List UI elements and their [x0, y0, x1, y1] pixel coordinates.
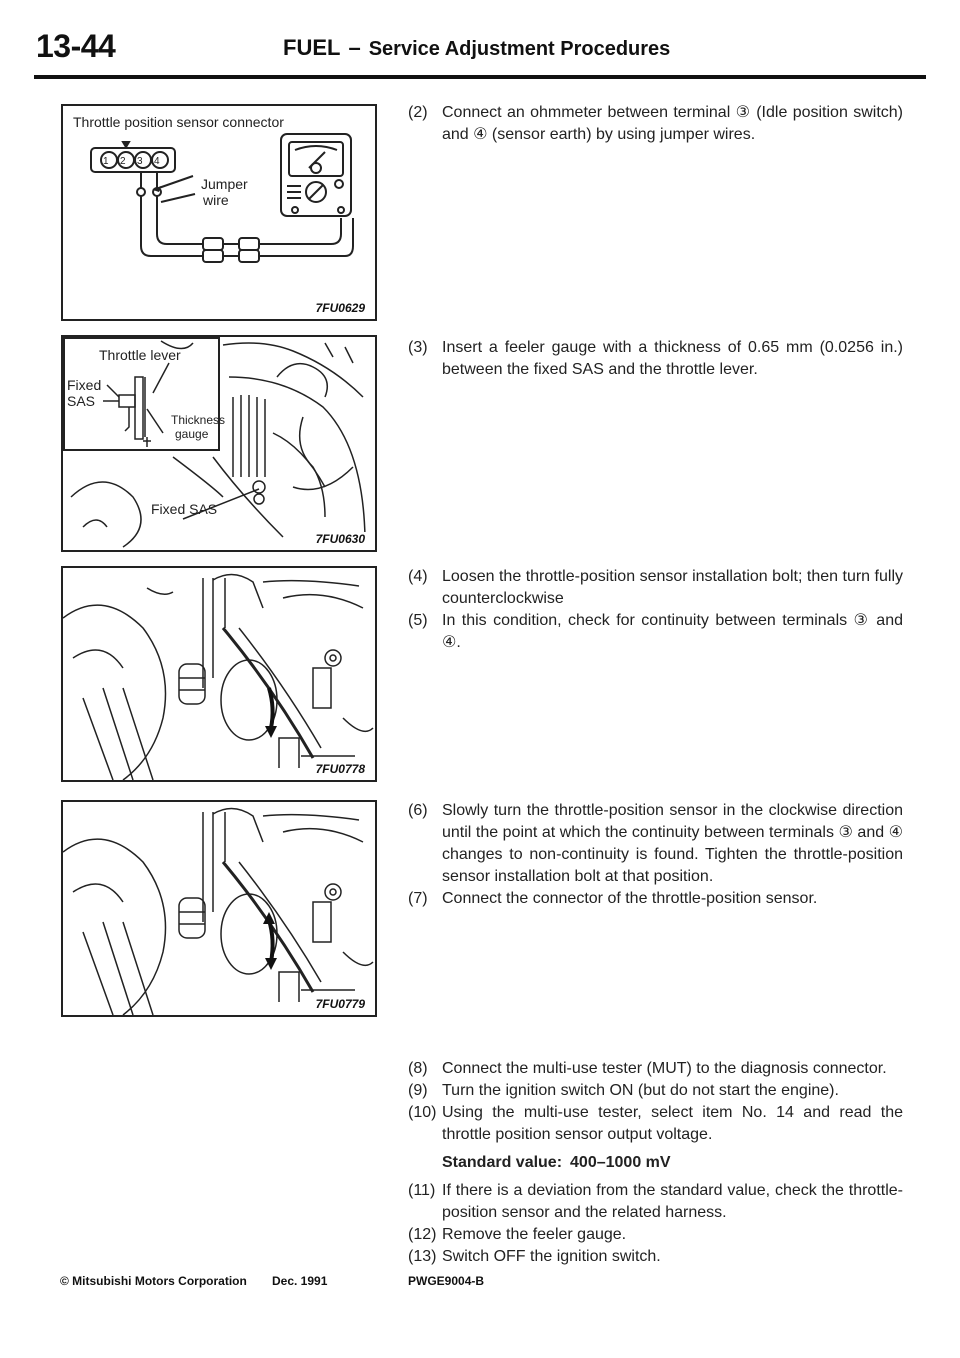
figure-code: 7FU0778	[315, 762, 365, 776]
ohmmeter-wiring-illustration	[63, 106, 375, 319]
figure-label-jumper: Jumper	[201, 176, 248, 192]
standard-value-label: Standard value:	[442, 1154, 563, 1171]
procedure-step	[408, 1058, 903, 1080]
figure-code: 7FU0779	[315, 997, 365, 1011]
procedure-step	[408, 1180, 903, 1224]
step-number: (4)	[408, 568, 428, 585]
procedure-step	[408, 1224, 903, 1246]
step-number: (3)	[408, 339, 428, 356]
figure-label-connector: Throttle position sensor connector	[73, 114, 284, 130]
step-text: Loosen the throttle-position sensor installation bolt; then turn fully counterclockwise	[442, 568, 903, 607]
svg-text:3: 3	[137, 156, 143, 167]
step-number: (10)	[408, 1104, 437, 1121]
figure-sensor-counterclockwise	[61, 566, 377, 782]
step-number: (6)	[408, 802, 428, 819]
step-number: (5)	[408, 612, 428, 629]
procedure-block-3	[408, 566, 903, 654]
figure-label-fixed: Fixed	[67, 377, 102, 393]
step-text: In this condition, check for continuity between terminals ③ and ④.	[442, 612, 903, 651]
step-number: (8)	[408, 1060, 428, 1077]
figure-label-fixed-sas: Fixed SAS	[151, 501, 218, 517]
title-separator: –	[348, 35, 361, 60]
sensor-cw-illustration	[63, 802, 375, 1015]
step-text: Using the multi-use tester, select item No. 14 and read the throttle position sensor output voltage.	[442, 1104, 903, 1143]
figure-sensor-clockwise	[61, 800, 377, 1017]
footer-doc-code: PWGE9004-B	[408, 1274, 485, 1288]
step-number: (11)	[408, 1182, 436, 1199]
step-text: Insert a feeler gauge with a thickness of 0.65 mm (0.0256 in.) between the fixed SAS and the throttle lever.	[442, 339, 903, 378]
step-text: Connect the multi-use tester (MUT) to the diagnosis connector.	[442, 1060, 887, 1077]
standard-value	[442, 1152, 903, 1174]
step-text: If there is a deviation from the standard value, check the throttle-position sensor and the related harness.	[442, 1182, 903, 1221]
procedure-step	[408, 337, 903, 381]
figure-label-gauge: gauge	[175, 427, 209, 441]
procedure-step	[408, 888, 903, 910]
sensor-ccw-illustration	[63, 568, 375, 780]
page-number: 13-44	[36, 28, 116, 64]
step-number: (13)	[408, 1248, 437, 1265]
figure-feeler-gauge	[61, 335, 377, 552]
figure-code: 7FU0629	[315, 301, 365, 315]
step-number: (7)	[408, 890, 428, 907]
procedure-step	[408, 610, 903, 654]
procedure-step	[408, 1102, 903, 1146]
step-number: (2)	[408, 104, 428, 121]
procedure-step	[408, 1246, 903, 1268]
step-text: Switch OFF the ignition switch.	[442, 1248, 661, 1265]
figure-label-throttle-lever: Throttle lever	[99, 347, 181, 363]
procedure-step	[408, 102, 903, 146]
step-text: Connect the connector of the throttle-position sensor.	[442, 890, 818, 907]
figure-ohmmeter-wiring	[61, 104, 377, 321]
figure-label-sas: SAS	[67, 393, 96, 409]
figure-code: 7FU0630	[315, 532, 365, 546]
svg-text:1: 1	[103, 156, 109, 167]
step-text: Slowly turn the throttle-position sensor in the clockwise direction until the point at which the continuity between terminals ③ and ④ changes to non-continuity is found. Tighten the throttle-position sensor installation bolt at that position.	[442, 802, 903, 885]
procedure-step	[408, 566, 903, 610]
procedure-step	[408, 1080, 903, 1102]
figure-label-thickness: Thickness	[171, 413, 226, 427]
step-text: Turn the ignition switch ON (but do not start the engine).	[442, 1082, 839, 1099]
page-section-title	[283, 35, 670, 61]
header-rule	[34, 75, 926, 79]
procedure-block-4	[408, 800, 903, 910]
procedure-block-5	[408, 1058, 903, 1268]
procedure-block-1	[408, 102, 903, 146]
step-text: Connect an ohmmeter between terminal ③ (Idle position switch) and ④ (sensor earth) by using jumper wires.	[442, 104, 903, 143]
footer-copyright: © Mitsubishi Motors Corporation	[60, 1274, 247, 1288]
procedure-block-2	[408, 337, 903, 381]
section-name: FUEL	[283, 35, 341, 60]
step-number: (9)	[408, 1082, 428, 1099]
step-number: (12)	[408, 1226, 437, 1243]
standard-value-amount: 400–1000 mV	[570, 1154, 671, 1171]
feeler-gauge-illustration	[63, 337, 375, 550]
svg-text:2: 2	[120, 156, 126, 167]
figure-label-wire: wire	[203, 192, 229, 208]
footer-date: Dec. 1991	[272, 1274, 328, 1288]
step-text: Remove the feeler gauge.	[442, 1226, 627, 1243]
svg-text:4: 4	[154, 156, 160, 167]
procedure-step	[408, 800, 903, 888]
subsection-name: Service Adjustment Procedures	[368, 38, 671, 60]
